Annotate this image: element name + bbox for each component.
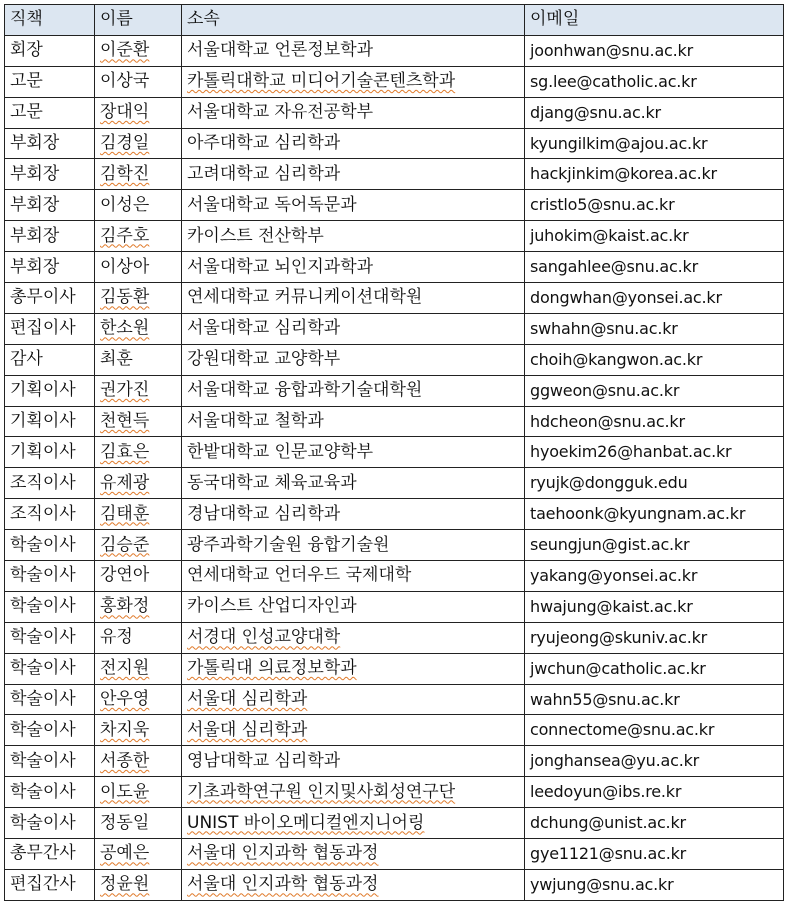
name-cell[interactable] <box>95 869 182 900</box>
table-row <box>5 839 784 870</box>
header-email[interactable]: 이메일 <box>525 5 784 36</box>
name-cell-text: 홍화정 <box>100 596 150 617</box>
affiliation-cell-text: 서울대 인지과학 협동과정 <box>187 843 379 864</box>
email-cell[interactable] <box>525 252 784 283</box>
name-cell[interactable] <box>95 35 182 66</box>
position-cell-text: 조직이사 <box>10 472 76 493</box>
table-row <box>5 561 784 592</box>
position-cell[interactable] <box>5 344 95 375</box>
email-cell-text: choih@kangwon.ac.kr <box>530 349 703 369</box>
email-cell[interactable] <box>525 66 784 97</box>
affiliation-cell-text: 서울대학교 언론정보학과 <box>187 40 374 61</box>
name-cell[interactable] <box>95 530 182 561</box>
position-cell[interactable] <box>5 66 95 97</box>
email-cell-text: sangahlee@snu.ac.kr <box>530 257 698 277</box>
name-cell-text: 안우영 <box>100 689 150 710</box>
affiliation-cell[interactable] <box>182 375 525 406</box>
name-cell-text: 김학진 <box>100 163 150 184</box>
position-cell[interactable] <box>5 839 95 870</box>
email-cell[interactable] <box>525 128 784 159</box>
position-cell[interactable] <box>5 653 95 684</box>
table-row <box>5 159 784 190</box>
table-row <box>5 252 784 283</box>
position-cell[interactable] <box>5 252 95 283</box>
email-cell-text: yakang@yonsei.ac.kr <box>530 565 698 585</box>
email-cell[interactable] <box>525 530 784 561</box>
email-cell[interactable] <box>525 344 784 375</box>
email-cell-text: hwajung@kaist.ac.kr <box>530 596 693 616</box>
affiliation-cell-text: 한밭대학교 인문교양학부 <box>187 441 374 462</box>
name-cell[interactable] <box>95 221 182 252</box>
position-cell-text: 학술이사 <box>10 812 76 833</box>
table-row <box>5 406 784 437</box>
position-cell-text: 고문 <box>10 102 43 123</box>
affiliation-cell[interactable] <box>182 221 525 252</box>
name-cell[interactable] <box>95 375 182 406</box>
affiliation-cell-text: 서울대 심리학과 <box>187 689 308 710</box>
position-cell[interactable] <box>5 221 95 252</box>
table-row <box>5 128 784 159</box>
email-cell[interactable] <box>525 684 784 715</box>
name-cell-text: 유정 <box>100 627 133 648</box>
position-cell[interactable] <box>5 499 95 530</box>
affiliation-cell-text: 서울대학교 자유전공학부 <box>187 102 374 123</box>
position-cell[interactable] <box>5 128 95 159</box>
position-cell-text: 기획이사 <box>10 411 76 432</box>
name-cell[interactable] <box>95 128 182 159</box>
name-cell-text: 한소원 <box>100 318 150 339</box>
name-cell-text: 김효은 <box>100 441 150 462</box>
email-cell-text: kyungilkim@ajou.ac.kr <box>530 133 708 153</box>
name-cell-text: 최훈 <box>100 349 133 370</box>
position-cell[interactable] <box>5 622 95 653</box>
header-row <box>5 5 784 36</box>
affiliation-cell-text: 카이스트 산업디자인과 <box>187 596 357 617</box>
email-cell-text: ryujeong@skuniv.ac.kr <box>530 627 708 647</box>
email-cell-text: dongwhan@yonsei.ac.kr <box>530 287 722 307</box>
table-row <box>5 468 784 499</box>
name-cell-text: 전지원 <box>100 658 150 679</box>
position-cell[interactable] <box>5 35 95 66</box>
email-cell[interactable] <box>525 499 784 530</box>
position-cell-text: 부회장 <box>10 133 60 153</box>
affiliation-cell[interactable] <box>182 283 525 314</box>
table-row <box>5 808 784 839</box>
affiliation-cell-text: 서울대 심리학과 <box>187 719 308 740</box>
affiliation-cell[interactable] <box>182 530 525 561</box>
position-cell[interactable] <box>5 530 95 561</box>
position-cell-text: 학술이사 <box>10 750 76 771</box>
affiliation-cell-text: 서울대학교 독어독문과 <box>187 194 357 215</box>
affiliation-cell-text: 광주과학기술원 융합기술원 <box>187 534 390 555</box>
affiliation-cell-text: 경남대학교 심리학과 <box>187 503 341 524</box>
email-cell[interactable] <box>525 715 784 746</box>
position-cell-text: 감사 <box>10 349 43 370</box>
email-cell[interactable] <box>525 35 784 66</box>
position-cell[interactable] <box>5 715 95 746</box>
email-cell-text: sg.lee@catholic.ac.kr <box>530 71 697 91</box>
affiliation-cell-text: 연세대학교 커뮤니케이션대학원 <box>187 287 423 308</box>
header-affiliation[interactable]: 소속 <box>182 5 525 36</box>
email-cell-text: jwchun@catholic.ac.kr <box>530 658 706 678</box>
header-name[interactable]: 이름 <box>95 5 182 36</box>
affiliation-cell[interactable] <box>182 128 525 159</box>
name-cell-text: 이상아 <box>100 256 150 277</box>
email-cell[interactable] <box>525 221 784 252</box>
affiliation-cell[interactable] <box>182 746 525 777</box>
name-cell[interactable] <box>95 622 182 653</box>
affiliation-cell[interactable] <box>182 869 525 900</box>
affiliation-cell[interactable] <box>182 839 525 870</box>
name-cell[interactable] <box>95 437 182 468</box>
position-cell[interactable] <box>5 159 95 190</box>
table-row <box>5 653 784 684</box>
affiliation-cell[interactable] <box>182 159 525 190</box>
name-cell[interactable] <box>95 97 182 128</box>
table-row <box>5 530 784 561</box>
email-cell[interactable] <box>525 746 784 777</box>
name-cell[interactable] <box>95 252 182 283</box>
email-cell-text: hackjinkim@korea.ac.kr <box>530 164 717 184</box>
table-row <box>5 499 784 530</box>
name-cell-text: 이준환 <box>100 40 150 61</box>
email-cell-text: djang@snu.ac.kr <box>530 102 661 122</box>
table-row <box>5 437 784 468</box>
position-cell[interactable] <box>5 468 95 499</box>
table-row <box>5 221 784 252</box>
position-cell[interactable] <box>5 406 95 437</box>
affiliation-cell[interactable] <box>182 190 525 221</box>
position-cell[interactable] <box>5 97 95 128</box>
name-cell-text: 장대익 <box>100 102 150 123</box>
name-cell[interactable] <box>95 808 182 839</box>
table-row <box>5 746 784 777</box>
name-cell[interactable] <box>95 344 182 375</box>
email-cell[interactable] <box>525 561 784 592</box>
position-cell[interactable] <box>5 375 95 406</box>
table-row <box>5 375 784 406</box>
table-row <box>5 869 784 900</box>
affiliation-cell-text: 아주대학교 심리학과 <box>187 133 341 153</box>
affiliation-cell-text: 동국대학교 체육교육과 <box>187 472 357 493</box>
email-cell-text: swhahn@snu.ac.kr <box>530 318 678 338</box>
name-cell-text: 유제광 <box>100 472 150 493</box>
position-cell-text: 부회장 <box>10 194 60 215</box>
position-cell[interactable] <box>5 808 95 839</box>
table-row <box>5 715 784 746</box>
affiliation-cell-text: 서울대학교 뇌인지과학과 <box>187 256 374 277</box>
email-cell-text: ggweon@snu.ac.kr <box>530 380 680 400</box>
name-cell-text: 권가진 <box>100 380 150 401</box>
affiliation-cell[interactable] <box>182 406 525 437</box>
email-cell-text: taehoonk@kyungnam.ac.kr <box>530 504 746 524</box>
email-cell-text: gye1121@snu.ac.kr <box>530 843 687 863</box>
name-cell[interactable] <box>95 777 182 808</box>
affiliation-cell[interactable] <box>182 622 525 653</box>
affiliation-cell[interactable] <box>182 499 525 530</box>
position-cell-text: 편집간사 <box>10 874 76 895</box>
position-cell-text: 부회장 <box>10 225 60 246</box>
affiliation-cell-text: 카톨릭대학교 미디어기술콘텐츠학과 <box>187 71 456 92</box>
affiliation-cell[interactable] <box>182 35 525 66</box>
email-cell[interactable] <box>525 313 784 344</box>
name-cell-text: 정동일 <box>100 812 150 833</box>
email-cell[interactable] <box>525 283 784 314</box>
position-cell[interactable] <box>5 684 95 715</box>
position-cell-text: 학술이사 <box>10 689 76 710</box>
table-row <box>5 190 784 221</box>
table-row <box>5 283 784 314</box>
position-cell-text: 회장 <box>10 40 43 61</box>
email-cell[interactable] <box>525 622 784 653</box>
email-cell-text: dchung@unist.ac.kr <box>530 813 686 833</box>
affiliation-cell-text: 영남대학교 심리학과 <box>187 750 341 771</box>
name-cell-text: 서종한 <box>100 750 150 771</box>
table-row <box>5 313 784 344</box>
email-cell-text: connectome@snu.ac.kr <box>530 720 715 740</box>
position-cell[interactable] <box>5 283 95 314</box>
name-cell-text: 정윤원 <box>100 874 150 895</box>
email-cell[interactable] <box>525 869 784 900</box>
email-cell-text: ryujk@dongguk.edu <box>530 473 688 493</box>
position-cell-text: 부회장 <box>10 163 60 184</box>
position-cell[interactable] <box>5 746 95 777</box>
name-cell[interactable] <box>95 499 182 530</box>
affiliation-cell[interactable] <box>182 777 525 808</box>
name-cell-text: 이도윤 <box>100 781 150 802</box>
position-cell-text: 조직이사 <box>10 503 76 524</box>
name-cell[interactable] <box>95 715 182 746</box>
table-row <box>5 97 784 128</box>
affiliation-cell-text: 고려대학교 심리학과 <box>187 163 341 184</box>
name-cell[interactable] <box>95 468 182 499</box>
affiliation-cell-text: 서울대학교 철학과 <box>187 411 324 432</box>
position-cell-text: 총무간사 <box>10 843 76 864</box>
affiliation-cell-text: UNIST 바이오메디컬엔지니어링 <box>187 812 425 833</box>
name-cell-text: 강연아 <box>100 565 150 586</box>
affiliation-cell[interactable] <box>182 808 525 839</box>
table-row <box>5 66 784 97</box>
name-cell-text: 김동환 <box>100 287 150 308</box>
affiliation-cell[interactable] <box>182 97 525 128</box>
position-cell-text: 학술이사 <box>10 719 76 740</box>
email-cell[interactable] <box>525 468 784 499</box>
email-cell-text: ywjung@snu.ac.kr <box>530 874 674 894</box>
name-cell-text: 이성은 <box>100 194 150 215</box>
name-cell-text: 김경일 <box>100 133 150 153</box>
table-row <box>5 777 784 808</box>
email-cell-text: joonhwan@snu.ac.kr <box>530 40 693 60</box>
affiliation-cell-text: 서울대학교 심리학과 <box>187 318 341 339</box>
table-row <box>5 35 784 66</box>
name-cell-text: 공예은 <box>100 843 150 864</box>
affiliation-cell[interactable] <box>182 468 525 499</box>
affiliation-cell[interactable] <box>182 344 525 375</box>
position-cell[interactable] <box>5 437 95 468</box>
name-cell[interactable] <box>95 684 182 715</box>
email-cell[interactable] <box>525 777 784 808</box>
position-cell-text: 학술이사 <box>10 596 76 617</box>
email-cell-text: wahn55@snu.ac.kr <box>530 689 680 709</box>
position-cell-text: 편집이사 <box>10 318 76 339</box>
name-cell[interactable] <box>95 406 182 437</box>
affiliation-cell[interactable] <box>182 653 525 684</box>
table-row <box>5 684 784 715</box>
position-cell[interactable] <box>5 591 95 622</box>
position-cell-text: 학술이사 <box>10 627 76 648</box>
email-cell[interactable] <box>525 406 784 437</box>
affiliation-cell[interactable] <box>182 66 525 97</box>
name-cell-text: 김태훈 <box>100 503 150 524</box>
name-cell[interactable] <box>95 66 182 97</box>
email-cell[interactable] <box>525 653 784 684</box>
name-cell-text: 차지욱 <box>100 719 150 740</box>
email-cell[interactable] <box>525 591 784 622</box>
position-cell-text: 학술이사 <box>10 565 76 586</box>
name-cell-text: 김승준 <box>100 534 150 555</box>
email-cell[interactable] <box>525 808 784 839</box>
name-cell[interactable] <box>95 313 182 344</box>
position-cell-text: 부회장 <box>10 256 60 277</box>
name-cell[interactable] <box>95 653 182 684</box>
affiliation-cell-text: 카이스트 전산학부 <box>187 225 324 246</box>
position-cell[interactable] <box>5 313 95 344</box>
affiliation-cell[interactable] <box>182 313 525 344</box>
email-cell-text: hdcheon@snu.ac.kr <box>530 411 685 431</box>
affiliation-cell[interactable] <box>182 591 525 622</box>
affiliation-cell[interactable] <box>182 437 525 468</box>
affiliation-cell[interactable] <box>182 684 525 715</box>
name-cell[interactable] <box>95 283 182 314</box>
affiliation-cell-text: 연세대학교 언더우드 국제대학 <box>187 565 412 586</box>
email-cell-text: juhokim@kaist.ac.kr <box>530 226 689 246</box>
position-cell-text: 학술이사 <box>10 658 76 679</box>
name-cell-text: 이상국 <box>100 71 150 92</box>
email-cell-text: leedoyun@ibs.re.kr <box>530 782 682 802</box>
affiliation-cell-text: 기초과학연구원 인지및사회성연구단 <box>187 781 456 802</box>
email-cell[interactable] <box>525 159 784 190</box>
name-cell[interactable] <box>95 591 182 622</box>
name-cell[interactable] <box>95 561 182 592</box>
position-cell-text: 기획이사 <box>10 441 76 462</box>
email-cell-text: cristlo5@snu.ac.kr <box>530 195 675 215</box>
affiliation-cell-text: 서울대 인지과학 협동과정 <box>187 874 379 895</box>
affiliation-cell[interactable] <box>182 715 525 746</box>
table-row <box>5 622 784 653</box>
position-cell-text: 학술이사 <box>10 781 76 802</box>
position-cell[interactable] <box>5 777 95 808</box>
affiliation-cell-text: 서울대학교 융합과학기술대학원 <box>187 380 423 401</box>
email-cell[interactable] <box>525 375 784 406</box>
position-cell-text: 고문 <box>10 71 43 92</box>
position-cell-text: 기획이사 <box>10 380 76 401</box>
name-cell-text: 천현득 <box>100 411 150 432</box>
name-cell-text: 김주호 <box>100 225 150 246</box>
email-cell[interactable] <box>525 437 784 468</box>
name-cell[interactable] <box>95 746 182 777</box>
affiliation-cell[interactable] <box>182 252 525 283</box>
header-position[interactable]: 직책 <box>5 5 95 36</box>
email-cell[interactable] <box>525 839 784 870</box>
position-cell-text: 학술이사 <box>10 534 76 555</box>
position-cell[interactable] <box>5 561 95 592</box>
email-cell-text: hyoekim26@hanbat.ac.kr <box>530 442 732 462</box>
member-table <box>4 4 784 901</box>
position-cell[interactable] <box>5 869 95 900</box>
affiliation-cell[interactable] <box>182 561 525 592</box>
affiliation-cell-text: 가톨릭대 의료정보학과 <box>187 658 357 679</box>
email-cell-text: seungjun@gist.ac.kr <box>530 535 690 555</box>
position-cell-text: 총무이사 <box>10 287 76 308</box>
email-cell[interactable] <box>525 190 784 221</box>
affiliation-cell-text: 서경대 인성교양대학 <box>187 627 341 648</box>
name-cell[interactable] <box>95 190 182 221</box>
position-cell[interactable] <box>5 190 95 221</box>
name-cell[interactable] <box>95 839 182 870</box>
email-cell-text: jonghansea@yu.ac.kr <box>530 751 700 771</box>
email-cell[interactable] <box>525 97 784 128</box>
table-row <box>5 344 784 375</box>
name-cell[interactable] <box>95 159 182 190</box>
table-row <box>5 591 784 622</box>
affiliation-cell-text: 강원대학교 교양학부 <box>187 349 341 370</box>
